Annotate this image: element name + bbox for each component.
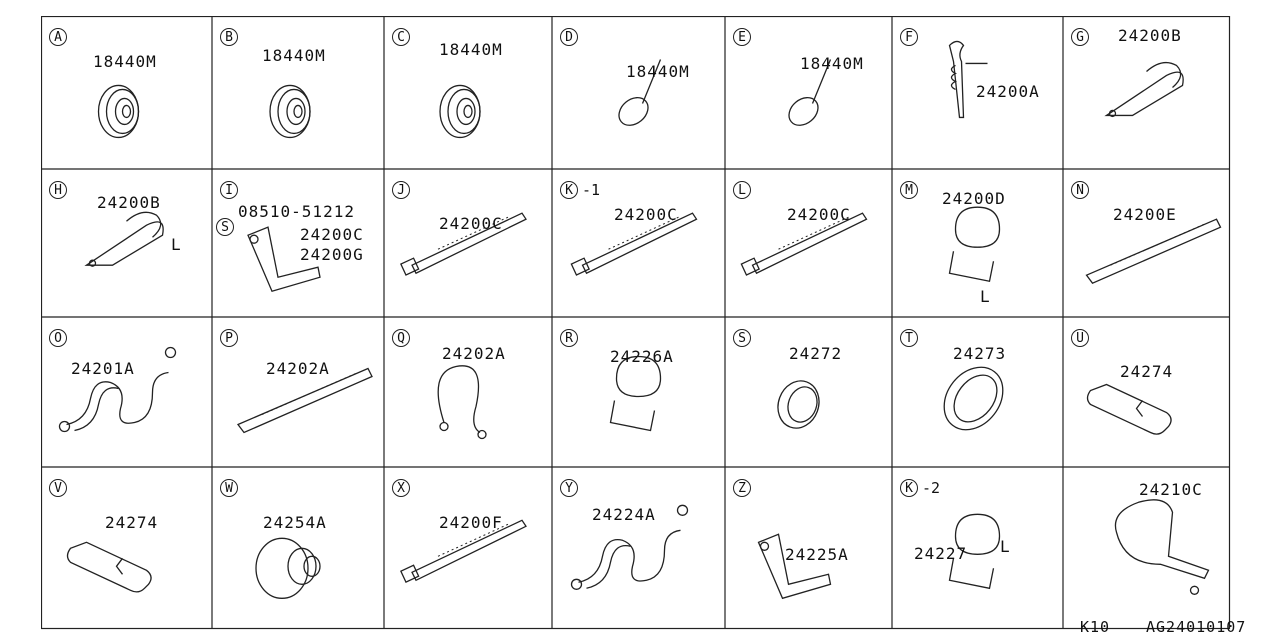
part-number: 24272 (789, 344, 843, 363)
part-number: 24254A (263, 513, 327, 532)
part-number: 24227 (914, 544, 968, 563)
callout-letter: J (392, 181, 410, 199)
callout-suffix: -1 (582, 181, 601, 199)
part-number: 18440M (626, 62, 690, 81)
part-cell (892, 169, 1063, 317)
part-number: 24200D (942, 189, 1006, 208)
part-number: 24200A (976, 82, 1040, 101)
part-cell (41, 317, 212, 467)
cable-tie-icon (552, 169, 725, 317)
part-number: 24200G (300, 245, 364, 264)
part-number: 24225A (785, 545, 849, 564)
dimension-label: L (171, 235, 182, 254)
part-cell (41, 16, 212, 169)
callout-letter: S (733, 329, 751, 347)
callout-letter: M (900, 181, 918, 199)
callout-letter: W (220, 479, 238, 497)
part-number: 24200C (439, 214, 503, 233)
page-label: K10 (1080, 618, 1111, 636)
dimension-label: L (980, 287, 991, 306)
part-cell (212, 169, 384, 317)
part-cell (552, 467, 725, 629)
screw-symbol: S (216, 218, 234, 236)
callout-letter: H (49, 181, 67, 199)
part-cell (892, 317, 1063, 467)
callout-letter: U (1071, 329, 1089, 347)
part-cell (725, 467, 892, 629)
part-cell (1063, 169, 1230, 317)
callout-letter: D (560, 28, 578, 46)
part-cell (41, 467, 212, 629)
part-number: 24224A (592, 505, 656, 524)
part-cell (552, 169, 725, 317)
callout-letter: X (392, 479, 410, 497)
part-cell (552, 317, 725, 467)
part-number: 24201A (71, 359, 135, 378)
part-cell (725, 16, 892, 169)
part-cell (212, 467, 384, 629)
callout-letter: I (220, 181, 238, 199)
part-number: 24274 (105, 513, 159, 532)
callout-letter: T (900, 329, 918, 347)
plug-icon (552, 16, 725, 169)
part-number: 24200F (439, 513, 503, 532)
part-number: 24202A (266, 359, 330, 378)
part-cell (41, 169, 212, 317)
callout-letter: K (560, 181, 578, 199)
part-cell (384, 169, 552, 317)
part-cell (384, 317, 552, 467)
part-number: 18440M (800, 54, 864, 73)
part-number: 18440M (93, 52, 157, 71)
part-number: 18440M (439, 40, 503, 59)
callout-letter: C (392, 28, 410, 46)
part-cell (1063, 317, 1230, 467)
part-cell (892, 16, 1063, 169)
part-number: 24200C (614, 205, 678, 224)
callout-letter: F (900, 28, 918, 46)
callout-letter: Q (392, 329, 410, 347)
part-number: 24274 (1120, 362, 1174, 381)
tube-icon (41, 467, 212, 629)
part-cell (212, 16, 384, 169)
part-cell (1063, 467, 1230, 629)
callout-letter: P (220, 329, 238, 347)
callout-letter: V (49, 479, 67, 497)
callout-letter: E (733, 28, 751, 46)
clip-icon (552, 317, 725, 467)
part-cell (384, 467, 552, 629)
callout-suffix: -2 (922, 479, 941, 497)
wire-clip-icon (552, 467, 725, 629)
part-number: 24210C (1139, 480, 1203, 499)
callout-letter: K (900, 479, 918, 497)
part-cell (725, 317, 892, 467)
part-number: 24200E (1113, 205, 1177, 224)
part-cell (725, 169, 892, 317)
part-number: 24226A (610, 347, 674, 366)
part-number: 24200B (97, 193, 161, 212)
part-number: 24200B (1118, 26, 1182, 45)
part-cell (552, 16, 725, 169)
part-number: 08510-51212 (238, 202, 355, 221)
callout-letter: N (1071, 181, 1089, 199)
boot-icon (212, 467, 384, 629)
grommet-icon (212, 16, 384, 169)
part-number: 24200C (300, 225, 364, 244)
callout-letter: O (49, 329, 67, 347)
diagram-code: AG24010107 (1146, 618, 1247, 636)
part-number: 18440M (262, 46, 326, 65)
callout-letter: A (49, 28, 67, 46)
part-number: 24200C (787, 205, 851, 224)
callout-letter: G (1071, 28, 1089, 46)
callout-letter: B (220, 28, 238, 46)
part-cell (384, 16, 552, 169)
callout-letter: L (733, 181, 751, 199)
callout-letter: R (560, 329, 578, 347)
part-number: 24273 (953, 344, 1007, 363)
callout-letter: Y (560, 479, 578, 497)
dimension-label: L (1000, 537, 1011, 556)
part-number: 24202A (442, 344, 506, 363)
part-cell (892, 467, 1063, 629)
part-cell (1063, 16, 1230, 169)
callout-letter: Z (733, 479, 751, 497)
part-cell (212, 317, 384, 467)
parts-grid (41, 16, 1230, 629)
